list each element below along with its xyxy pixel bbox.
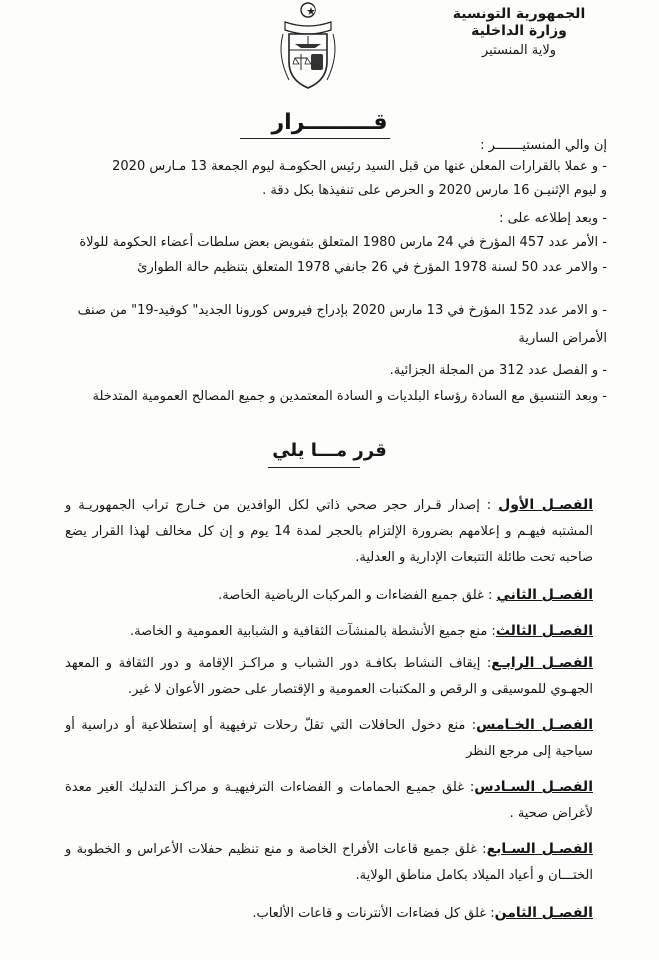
article-5 [65,712,593,765]
issuer-header [449,6,589,59]
article-text: : غلق كل فضاءات الأنترنات و قاعات الألعاب. [252,906,495,921]
preamble-line-2: و ليوم الإثنيـن 16 مارس 2020 و الحرص على تنفيذها بكل دقة . [262,183,607,198]
decree-title: قـــــــــرار [271,110,388,135]
article-7 [65,836,593,889]
legal-ref-text: - والامر عدد 50 لسنة 1978 المؤرخ في 26 جانفي 1978 المتعلق بتنظيم حالة الطوارئ [137,260,607,275]
legal-ref-text: - و الامر عدد 152 المؤرخ في 13 مارس 2020 بإدراج فيروس كورونا الجديد" كوفيد-19" من صنف الأمراض السارية [77,303,607,346]
article-8 [65,900,593,927]
article-label: الفصـل السـابع [486,841,593,857]
article-label: الفصـل الثاني [496,587,593,603]
decides-underline [268,467,360,468]
ministry-name: وزارة الداخلية [471,23,567,39]
legal-ref-1 [47,231,607,255]
preamble-line-1: - و عملا بالقرارات المعلن عنها من قبل السيد رئيس الحكومـة ليوم الجمعة 13 مـارس 2020 [112,159,607,174]
tunisia-coat-of-arms-icon [275,0,341,92]
article-1 [65,492,593,571]
article-4 [65,650,593,703]
article-label: الفصـل السـادس [474,779,593,795]
legal-ref-text: - الأمر عدد 457 المؤرخ في 24 مارس 1980 المتعلق بتفويض بعض سلطات أعضاء الحكومة للولاة [79,235,607,250]
article-text: : غلق جميـع الحمامات و الفضاءات الترفيهيـة و مراكـز التدليك الغير معدة لأغراض صحية . [65,780,593,821]
considering-label [47,207,607,231]
legal-ref-4 [47,359,607,383]
article-text: : غلق جميع الفضاءات و المركبات الرياضية الخاصة. [218,588,497,603]
preamble [47,155,607,203]
legal-ref-5 [47,385,607,409]
article-3 [65,618,593,645]
article-text: : منع دخول الحافلات التي تقلّ رحلات ترفيهية أو إستطلاعية أو دراسية أو سياحية إلى مرجع النظر [65,718,593,759]
article-label: الفصـل الثالث [495,623,593,639]
considering: - وبعد إطلاعه على : [499,211,607,226]
legal-ref-text: - و الفصل عدد 312 من المجلة الجزائية. [389,363,607,378]
article-text: : غلق جميع قاعات الأفراح الخاصة و منع تنظيم حفلات الأعراس و الخطوبة و الختـــان و أعياد الميلاد بكامل مناطق الولاية. [65,842,593,883]
legal-ref-text: - وبعد التنسيق مع السادة رؤساء البلديات و السادة المعتمدين و جميع المصالح العمومية المتدخلة [92,389,607,404]
article-label: الفصـل الخـامس [476,717,593,733]
governorate-name: ولاية المنستير [481,43,557,58]
article-text: : إصدار قـرار حجر صحي ذاتي لكل الوافدين من خـارج تراب الجمهوريـة و المشتبه فيهـم و إعلامهم بضرورة الإلتزام بالحجر لمدة 14 يوم و إن كل مخالف لهذا القرار يضع صاحبه تحت طائلة التتبعات الإدارية و العدلية. [65,498,593,565]
legal-ref-2 [47,256,607,280]
article-label: الفصـل الرابـع [491,655,593,671]
article-label: الفصـل الثامن [494,905,593,921]
addressee: إن والي المنستيـــــــر : [480,138,607,153]
country-name: الجمهورية التونسية [452,6,586,22]
article-text: : منع جميع الأنشطة بالمنشآت الثقافية و الشبابية العمومية و الخاصة. [130,624,496,639]
article-label: الفصـل الأول [498,497,594,513]
article-text: : إيقاف النشاط بكافـة دور الشباب و مراكـز الإقامة و دور الثقافة و المعهد الجهـوي للموسيقى و الرقص و المكتبات العمومية و الإقتصار على حضور الأعوان لا غير. [65,656,593,697]
article-2 [65,582,593,609]
article-6 [65,774,593,827]
legal-ref-3 [47,297,607,353]
decides-heading: قرر مـــا يلي [272,440,387,461]
